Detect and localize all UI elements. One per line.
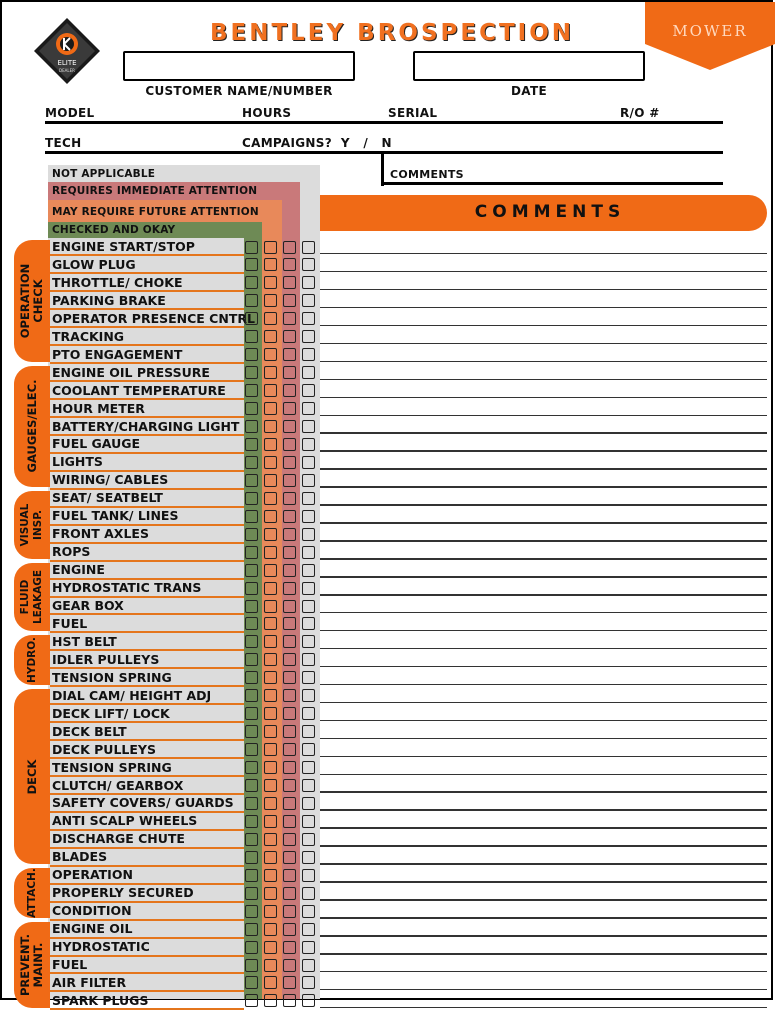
checked-okay-checkbox[interactable] (245, 456, 258, 469)
hours-label: HOURS (242, 106, 292, 120)
legend-immediate-attention: REQUIRES IMMEDIATE ATTENTION (52, 185, 258, 197)
checked-okay-checkbox[interactable] (245, 959, 258, 972)
checked-okay-checkbox[interactable] (245, 276, 258, 289)
checked-okay-checkbox[interactable] (245, 438, 258, 451)
checklist-item-label: SAFETY COVERS/ GUARDS (52, 795, 234, 811)
comment-line[interactable] (320, 809, 767, 811)
comment-line[interactable] (320, 594, 767, 596)
comment-line[interactable] (320, 522, 767, 524)
checked-okay-checkbox[interactable] (245, 905, 258, 918)
future-attention-checkbox[interactable] (264, 797, 277, 810)
checklist-item-label: PARKING BRAKE (52, 292, 166, 308)
comment-line[interactable] (320, 863, 767, 865)
checklist-item-label: ENGINE START/STOP (52, 239, 195, 254)
comment-line[interactable] (320, 612, 767, 614)
future-attention-checkbox[interactable] (264, 582, 277, 595)
checked-okay-checkbox[interactable] (245, 312, 258, 325)
comment-line[interactable] (320, 361, 767, 363)
checked-okay-checkbox[interactable] (245, 258, 258, 271)
comment-line[interactable] (320, 1007, 767, 1009)
svg-text:ELITE: ELITE (57, 59, 77, 67)
comment-line[interactable] (320, 702, 767, 704)
future-attention-checkbox[interactable] (264, 258, 277, 271)
immediate-attention-checkbox[interactable] (283, 600, 296, 613)
ro-label: R/O # (620, 106, 660, 120)
future-attention-checkbox[interactable] (264, 851, 277, 864)
comment-line[interactable] (320, 379, 767, 381)
checked-okay-checkbox[interactable] (245, 994, 258, 1007)
legend-future-attention: MAY REQUIRE FUTURE ATTENTION (52, 206, 259, 218)
not-applicable-checkbox[interactable] (302, 653, 315, 666)
not-applicable-checkbox[interactable] (302, 959, 315, 972)
immediate-attention-checkbox[interactable] (283, 456, 296, 469)
comment-line[interactable] (320, 899, 767, 901)
checklist-item-label: WIRING/ CABLES (52, 472, 169, 488)
immediate-attention-checkbox[interactable] (283, 384, 296, 397)
checklist-item-label: ENGINE (52, 562, 105, 578)
comments-header-label: COMMENTS (474, 202, 626, 222)
future-attention-checkbox[interactable] (264, 653, 277, 666)
future-attention-checkbox[interactable] (264, 312, 277, 325)
legend-checked-okay: CHECKED AND OKAY (52, 224, 176, 236)
future-attention-checkbox[interactable] (264, 294, 277, 307)
comment-line[interactable] (320, 289, 767, 291)
checklist-item-label: GLOW PLUG (52, 256, 136, 272)
immediate-attention-checkbox[interactable] (283, 330, 296, 343)
future-attention-checkbox[interactable] (264, 546, 277, 559)
checked-okay-checkbox[interactable] (245, 887, 258, 900)
customer-name-label: CUSTOMER NAME/NUMBER (145, 84, 333, 98)
checked-okay-checkbox[interactable] (245, 743, 258, 756)
checklist-item-label: TENSION SPRING (52, 669, 172, 685)
comment-line[interactable] (320, 756, 767, 758)
svg-text:DEALER: DEALER (59, 68, 75, 73)
future-attention-checkbox[interactable] (264, 959, 277, 972)
not-applicable-checkbox[interactable] (302, 815, 315, 828)
future-attention-checkbox[interactable] (264, 833, 277, 846)
checklist-item-label: TENSION SPRING (52, 759, 172, 775)
immediate-attention-checkbox[interactable] (283, 851, 296, 864)
checked-okay-checkbox[interactable] (245, 348, 258, 361)
future-attention-checkbox[interactable] (264, 707, 277, 720)
checked-okay-checkbox[interactable] (245, 294, 258, 307)
checklist-item-label: AIR FILTER (52, 974, 127, 990)
not-applicable-checkbox[interactable] (302, 438, 315, 451)
checked-okay-checkbox[interactable] (245, 582, 258, 595)
checked-okay-checkbox[interactable] (245, 941, 258, 954)
not-applicable-checkbox[interactable] (302, 743, 315, 756)
comment-line[interactable] (320, 648, 767, 650)
checklist-item-label: THROTTLE/ CHOKE (52, 274, 183, 290)
checked-okay-checkbox[interactable] (245, 366, 258, 379)
not-applicable-checkbox[interactable] (302, 456, 315, 469)
checked-okay-checkbox[interactable] (245, 833, 258, 846)
checked-okay-checkbox[interactable] (245, 402, 258, 415)
not-applicable-checkbox[interactable] (302, 833, 315, 846)
immediate-attention-checkbox[interactable] (283, 976, 296, 989)
immediate-attention-checkbox[interactable] (283, 671, 296, 684)
checklist-item-label: FRONT AXLES (52, 526, 149, 542)
future-attention-checkbox[interactable] (264, 241, 277, 254)
not-applicable-checkbox[interactable] (302, 492, 315, 505)
checklist-item-label: FUEL (52, 957, 88, 972)
immediate-attention-checkbox[interactable] (283, 312, 296, 325)
checked-okay-checkbox[interactable] (245, 707, 258, 720)
checklist-item-label: DIAL CAM/ HEIGHT ADJ (52, 687, 212, 703)
future-attention-checkbox[interactable] (264, 779, 277, 792)
comment-line[interactable] (320, 468, 767, 470)
not-applicable-checkbox[interactable] (302, 384, 315, 397)
comments-small-label: COMMENTS (390, 168, 464, 181)
future-attention-checkbox[interactable] (264, 905, 277, 918)
checklist-item-label: FUEL TANK/ LINES (52, 508, 179, 524)
comment-line[interactable] (320, 774, 767, 776)
not-applicable-checkbox[interactable] (302, 582, 315, 595)
future-attention-checkbox[interactable] (264, 923, 277, 936)
checklist-item-label: GEAR BOX (52, 598, 124, 613)
not-applicable-checkbox[interactable] (302, 420, 315, 433)
immediate-attention-checkbox[interactable] (283, 994, 296, 1007)
serial-label: SERIAL (388, 106, 438, 120)
not-applicable-checkbox[interactable] (302, 617, 315, 630)
not-applicable-checkbox[interactable] (302, 330, 315, 343)
legend-not-applicable: NOT APPLICABLE (52, 168, 156, 180)
checked-okay-checkbox[interactable] (245, 815, 258, 828)
not-applicable-checkbox[interactable] (302, 348, 315, 361)
not-applicable-checkbox[interactable] (302, 366, 315, 379)
comment-line[interactable] (320, 827, 767, 829)
campaigns-label: CAMPAIGNS? Y / N (242, 136, 392, 150)
checked-okay-checkbox[interactable] (245, 546, 258, 559)
section-label: ATTACH. (25, 868, 38, 919)
not-applicable-checkbox[interactable] (302, 851, 315, 864)
checklist-item-label: CONDITION (52, 903, 132, 919)
checked-okay-checkbox[interactable] (245, 851, 258, 864)
immediate-attention-checkbox[interactable] (283, 492, 296, 505)
comment-line[interactable] (320, 307, 767, 309)
future-attention-checkbox[interactable] (264, 743, 277, 756)
comment-line[interactable] (320, 450, 767, 452)
section-label: OPERATION CHECK (18, 263, 46, 339)
checklist-item-label: DECK BELT (52, 723, 127, 739)
immediate-attention-checkbox[interactable] (283, 779, 296, 792)
checklist-item-label: HYDROSTATIC TRANS (52, 580, 202, 596)
checklist-item-label: COOLANT TEMPERATURE (52, 382, 226, 398)
page-title: BENTLEY BROSPECTION (209, 20, 575, 46)
comment-line[interactable] (320, 881, 767, 883)
checked-okay-checkbox[interactable] (245, 653, 258, 666)
immediate-attention-checkbox[interactable] (283, 366, 296, 379)
comment-line[interactable] (320, 845, 767, 847)
immediate-attention-checkbox[interactable] (283, 725, 296, 738)
immediate-attention-checkbox[interactable] (283, 653, 296, 666)
not-applicable-checkbox[interactable] (302, 797, 315, 810)
checklist-item-label: LIGHTS (52, 454, 103, 470)
future-attention-checkbox[interactable] (264, 671, 277, 684)
checked-okay-checkbox[interactable] (245, 600, 258, 613)
future-attention-checkbox[interactable] (264, 725, 277, 738)
checklist-item-label: DECK LIFT/ LOCK (52, 705, 170, 721)
future-attention-checkbox[interactable] (264, 330, 277, 343)
not-applicable-checkbox[interactable] (302, 510, 315, 523)
immediate-attention-checkbox[interactable] (283, 833, 296, 846)
checklist-item-label: SEAT/ SEATBELT (52, 490, 163, 506)
checked-okay-checkbox[interactable] (245, 510, 258, 523)
future-attention-checkbox[interactable] (264, 366, 277, 379)
checklist-item-label: HOUR METER (52, 400, 145, 416)
comment-line[interactable] (320, 917, 767, 919)
immediate-attention-checkbox[interactable] (283, 258, 296, 271)
comment-line[interactable] (320, 666, 767, 668)
immediate-attention-checkbox[interactable] (283, 959, 296, 972)
future-attention-checkbox[interactable] (264, 456, 277, 469)
future-attention-checkbox[interactable] (264, 348, 277, 361)
future-attention-checkbox[interactable] (264, 402, 277, 415)
immediate-attention-checkbox[interactable] (283, 743, 296, 756)
comment-line[interactable] (320, 504, 767, 506)
comment-line[interactable] (320, 738, 767, 740)
future-attention-checkbox[interactable] (264, 869, 277, 882)
checklist-item-label: IDLER PULLEYS (52, 651, 160, 667)
future-attention-checkbox[interactable] (264, 761, 277, 774)
future-attention-checkbox[interactable] (264, 384, 277, 397)
not-applicable-checkbox[interactable] (302, 528, 315, 541)
checklist-item-label: BATTERY/CHARGING LIGHT (52, 418, 240, 434)
immediate-attention-checkbox[interactable] (283, 276, 296, 289)
immediate-attention-checkbox[interactable] (283, 402, 296, 415)
not-applicable-checkbox[interactable] (302, 779, 315, 792)
checklist-item-label: ENGINE OIL (52, 921, 133, 937)
checklist-item-label: ROPS (52, 544, 91, 560)
checklist-item-label: TRACKING (52, 328, 125, 344)
comments-divider (381, 151, 384, 186)
checked-okay-checkbox[interactable] (245, 635, 258, 648)
immediate-attention-checkbox[interactable] (283, 797, 296, 810)
section-label: PREVENT. MAINT. (18, 933, 45, 996)
comment-line[interactable] (320, 630, 767, 632)
immediate-attention-checkbox[interactable] (283, 923, 296, 936)
checklist-item-label: DISCHARGE CHUTE (52, 831, 185, 847)
comment-line[interactable] (320, 684, 767, 686)
checked-okay-checkbox[interactable] (245, 474, 258, 487)
immediate-attention-checkbox[interactable] (283, 869, 296, 882)
checklist-item-label: BLADES (52, 849, 108, 865)
not-applicable-checkbox[interactable] (302, 941, 315, 954)
not-applicable-checkbox[interactable] (302, 887, 315, 900)
not-applicable-checkbox[interactable] (302, 707, 315, 720)
comment-line[interactable] (320, 415, 767, 417)
checklist-item-label: OPERATION (52, 867, 133, 883)
not-applicable-checkbox[interactable] (302, 869, 315, 882)
not-applicable-checkbox[interactable] (302, 725, 315, 738)
future-attention-checkbox[interactable] (264, 941, 277, 954)
checked-okay-checkbox[interactable] (245, 923, 258, 936)
comment-line[interactable] (320, 791, 767, 793)
immediate-attention-checkbox[interactable] (283, 815, 296, 828)
checklist-item-label: DECK PULLEYS (52, 741, 156, 757)
immediate-attention-checkbox[interactable] (283, 582, 296, 595)
immediate-attention-checkbox[interactable] (283, 348, 296, 361)
not-applicable-checkbox[interactable] (302, 671, 315, 684)
model-line[interactable] (45, 121, 723, 124)
future-attention-checkbox[interactable] (264, 617, 277, 630)
comments-small-line[interactable] (381, 182, 723, 185)
immediate-attention-checkbox[interactable] (283, 941, 296, 954)
comment-line[interactable] (320, 720, 767, 722)
comment-line[interactable] (320, 253, 767, 255)
mower-tag-label: MOWER (672, 22, 748, 40)
checked-okay-checkbox[interactable] (245, 779, 258, 792)
immediate-attention-checkbox[interactable] (283, 420, 296, 433)
immediate-attention-checkbox[interactable] (283, 564, 296, 577)
not-applicable-checkbox[interactable] (302, 635, 315, 648)
checked-okay-checkbox[interactable] (245, 528, 258, 541)
comment-line[interactable] (320, 558, 767, 560)
not-applicable-checkbox[interactable] (302, 402, 315, 415)
checklist-item-label: ANTI SCALP WHEELS (52, 813, 198, 829)
immediate-attention-checkbox[interactable] (283, 761, 296, 774)
model-label: MODEL (45, 106, 95, 120)
checked-okay-checkbox[interactable] (245, 869, 258, 882)
checked-okay-checkbox[interactable] (245, 617, 258, 630)
section-label: HYDRO. (25, 636, 38, 683)
not-applicable-checkbox[interactable] (302, 689, 315, 702)
not-applicable-checkbox[interactable] (302, 994, 315, 1007)
future-attention-checkbox[interactable] (264, 815, 277, 828)
immediate-attention-checkbox[interactable] (283, 510, 296, 523)
future-attention-checkbox[interactable] (264, 438, 277, 451)
immediate-attention-checkbox[interactable] (283, 474, 296, 487)
checklist-item-label: SPARK PLUGS (52, 992, 149, 1008)
not-applicable-checkbox[interactable] (302, 258, 315, 271)
immediate-attention-checkbox[interactable] (283, 707, 296, 720)
future-attention-checkbox[interactable] (264, 635, 277, 648)
checklist-item-label: CLUTCH/ GEARBOX (52, 777, 184, 793)
future-attention-checkbox[interactable] (264, 474, 277, 487)
future-attention-checkbox[interactable] (264, 492, 277, 505)
not-applicable-checkbox[interactable] (302, 546, 315, 559)
future-attention-checkbox[interactable] (264, 689, 277, 702)
comment-line[interactable] (320, 397, 767, 399)
section-label: FLUID LEAKAGE (19, 569, 45, 625)
checked-okay-checkbox[interactable] (245, 330, 258, 343)
comment-line[interactable] (320, 935, 767, 937)
not-applicable-checkbox[interactable] (302, 474, 315, 487)
comment-line[interactable] (320, 486, 767, 488)
comment-line[interactable] (320, 576, 767, 578)
checklist-item-label: HST BELT (52, 633, 117, 649)
future-attention-checkbox[interactable] (264, 420, 277, 433)
section-label: GAUGES/ELEC. (24, 379, 39, 473)
section-label: VISUAL INSP. (19, 503, 45, 547)
future-attention-checkbox[interactable] (264, 276, 277, 289)
comment-line[interactable] (320, 271, 767, 273)
not-applicable-checkbox[interactable] (302, 294, 315, 307)
future-attention-checkbox[interactable] (264, 510, 277, 523)
immediate-attention-checkbox[interactable] (283, 528, 296, 541)
checked-okay-checkbox[interactable] (245, 976, 258, 989)
checklist-item-label: PTO ENGAGEMENT (52, 346, 183, 362)
immediate-attention-checkbox[interactable] (283, 887, 296, 900)
checked-okay-checkbox[interactable] (245, 761, 258, 774)
checked-okay-checkbox[interactable] (245, 384, 258, 397)
checked-okay-checkbox[interactable] (245, 725, 258, 738)
future-attention-checkbox[interactable] (264, 528, 277, 541)
comment-line[interactable] (320, 325, 767, 327)
checklist-item-label: FUEL GAUGE (52, 436, 141, 452)
future-attention-checkbox[interactable] (264, 600, 277, 613)
comment-line[interactable] (320, 971, 767, 973)
immediate-attention-checkbox[interactable] (283, 546, 296, 559)
comment-line[interactable] (320, 343, 767, 345)
not-applicable-checkbox[interactable] (302, 905, 315, 918)
checklist-item-label: PROPERLY SECURED (52, 885, 194, 901)
not-applicable-checkbox[interactable] (302, 761, 315, 774)
not-applicable-checkbox[interactable] (302, 241, 315, 254)
checklist-item-label: ENGINE OIL PRESSURE (52, 364, 210, 380)
checked-okay-checkbox[interactable] (245, 241, 258, 254)
comment-line[interactable] (320, 432, 767, 434)
customer-name-field[interactable] (123, 51, 355, 81)
immediate-attention-checkbox[interactable] (283, 438, 296, 451)
comment-line[interactable] (320, 989, 767, 991)
future-attention-checkbox[interactable] (264, 994, 277, 1007)
tech-line[interactable] (45, 151, 723, 154)
checked-okay-checkbox[interactable] (245, 689, 258, 702)
checked-okay-checkbox[interactable] (245, 564, 258, 577)
comment-line[interactable] (320, 953, 767, 955)
kubota-elite-dealer-logo (32, 16, 102, 86)
future-attention-checkbox[interactable] (264, 887, 277, 900)
immediate-attention-checkbox[interactable] (283, 635, 296, 648)
not-applicable-checkbox[interactable] (302, 276, 315, 289)
checklist-item-label: FUEL (52, 615, 88, 631)
date-label: DATE (511, 84, 547, 98)
future-attention-checkbox[interactable] (264, 976, 277, 989)
tech-label: TECH (45, 136, 82, 150)
not-applicable-checkbox[interactable] (302, 312, 315, 325)
not-applicable-checkbox[interactable] (302, 923, 315, 936)
not-applicable-checkbox[interactable] (302, 564, 315, 577)
checked-okay-checkbox[interactable] (245, 420, 258, 433)
immediate-attention-checkbox[interactable] (283, 689, 296, 702)
immediate-attention-checkbox[interactable] (283, 905, 296, 918)
immediate-attention-checkbox[interactable] (283, 294, 296, 307)
section-label: DECK (24, 759, 39, 794)
checked-okay-checkbox[interactable] (245, 671, 258, 684)
checked-okay-checkbox[interactable] (245, 797, 258, 810)
checklist-item-label: OPERATOR PRESENCE CNTRL (52, 310, 255, 326)
immediate-attention-checkbox[interactable] (283, 241, 296, 254)
future-attention-checkbox[interactable] (264, 564, 277, 577)
checked-okay-checkbox[interactable] (245, 492, 258, 505)
not-applicable-checkbox[interactable] (302, 976, 315, 989)
immediate-attention-checkbox[interactable] (283, 617, 296, 630)
not-applicable-checkbox[interactable] (302, 600, 315, 613)
checklist-item-label: HYDROSTATIC (52, 939, 150, 955)
comment-line[interactable] (320, 540, 767, 542)
date-field[interactable] (413, 51, 645, 81)
